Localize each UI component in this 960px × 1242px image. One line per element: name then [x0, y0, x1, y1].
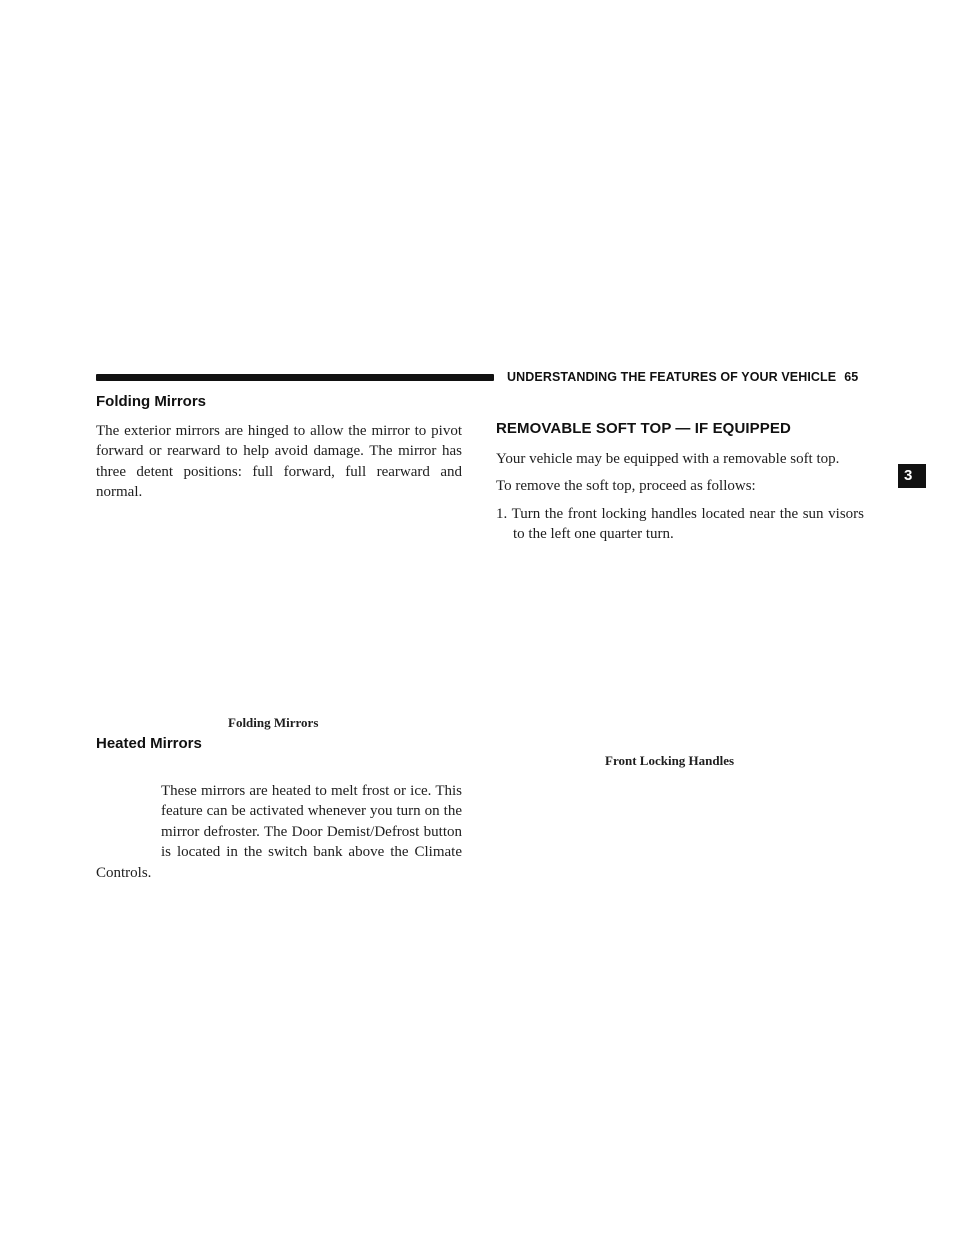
heated-mirrors-heading-wrap	[96, 735, 462, 752]
header-rule	[96, 374, 494, 381]
heated-mirrors-heading: Heated Mirrors	[96, 735, 202, 752]
soft-top-heading: REMOVABLE SOFT TOP — IF EQUIPPED	[496, 420, 791, 437]
soft-top-section	[496, 420, 864, 545]
soft-top-steps	[496, 504, 864, 545]
folding-mirrors-caption: Folding Mirrors	[228, 715, 319, 730]
folding-mirrors-body: The exterior mirrors are hinged to allow the mirror to pivot forward or rearward to help avoid damage. The mirror has three detent positions: full forward, full rearward and normal.	[96, 423, 462, 501]
page-number: 65	[844, 370, 859, 384]
soft-top-lead: To remove the soft top, proceed as follows:	[496, 478, 756, 495]
heated-mirrors-body: These mirrors are heated to melt frost or ice. This feature can be activated whenever you turn on the mirror defroster. The Door Demist/Defrost button is located in the switch bank above the Climate Controls.	[96, 783, 462, 881]
heated-mirrors-body-wrap	[96, 781, 462, 883]
front-locking-handles-caption: Front Locking Handles	[605, 753, 735, 768]
soft-top-step-1: 1. Turn the front locking handles located near the sun visors to the left one quarter turn.	[496, 505, 864, 543]
chapter-tab: 3	[898, 464, 926, 488]
folding-mirrors-section	[96, 393, 462, 503]
soft-top-intro: Your vehicle may be equipped with a removable soft top.	[496, 451, 840, 467]
header-title: UNDERSTANDING THE FEATURES OF YOUR VEHICLE	[507, 370, 837, 384]
running-header	[507, 370, 858, 384]
mirror-defroster-icon	[96, 781, 161, 861]
folding-mirrors-heading: Folding Mirrors	[96, 393, 206, 410]
